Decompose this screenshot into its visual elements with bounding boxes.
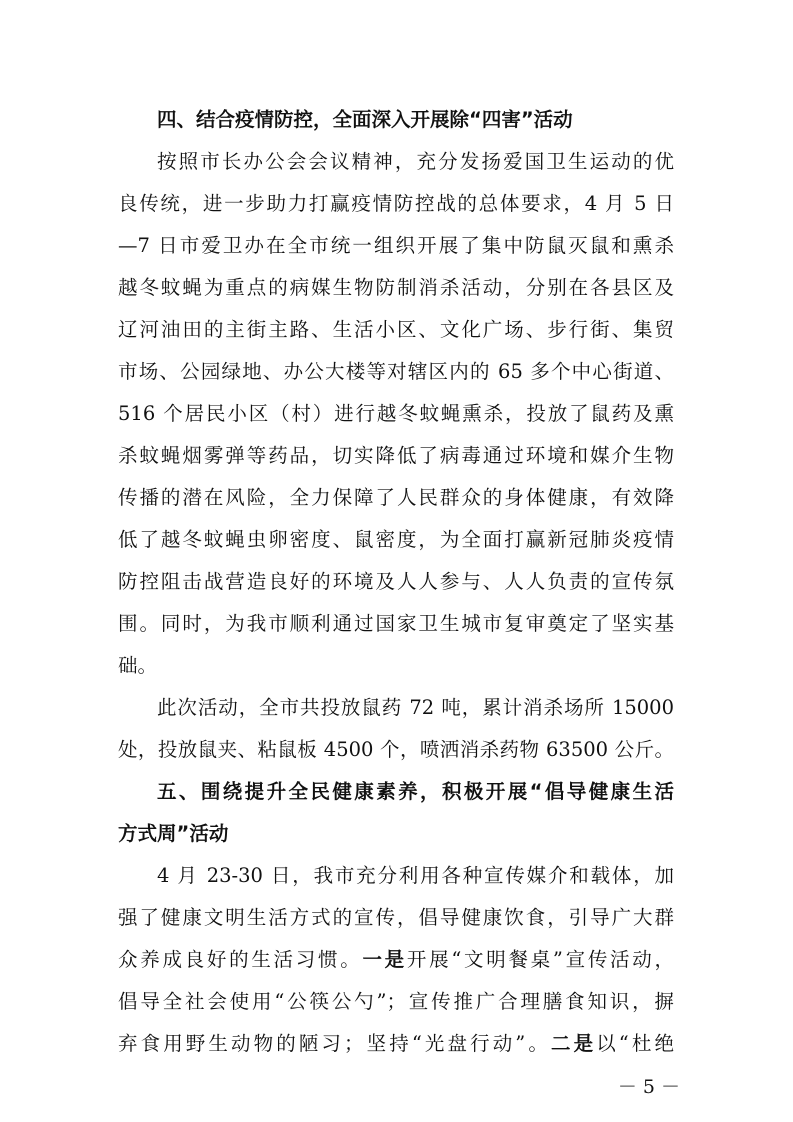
paragraph-line: 围。同时，为我市顺利通过国家卫生城市复审奠定了坚实基 (118, 612, 674, 635)
paragraph-line: —7 日市爱卫办在全市统一组织开展了集中防鼠灭鼠和熏杀 (118, 234, 674, 257)
section-4-heading: 四、结合疫情防控，全面深入开展除“四害”活动 (157, 108, 573, 131)
paragraph-line: 础。 (118, 654, 158, 677)
paragraph-line: 516 个居民小区（村）进行越冬蚊蝇熏杀，投放了鼠药及熏 (118, 402, 674, 425)
emphasis-second: 二是 (550, 1032, 597, 1055)
section-5-heading: 五、围绕提升全民健康素养，积极开展“倡导健康生活 (157, 780, 674, 803)
emphasis-first: 一是 (362, 948, 407, 971)
text-run: 以“杜绝 (596, 1032, 674, 1055)
paragraph-line: 倡导全社会使用“公筷公勺”；宣传推广合理膳食知识，摒 (118, 990, 674, 1013)
page-number: － 5 － (617, 1076, 680, 1098)
paragraph-line: 低了越冬蚊蝇虫卵密度、鼠密度，为全面打赢新冠肺炎疫情 (118, 528, 674, 551)
paragraph-line: 辽河油田的主街主路、生活小区、文化广场、步行街、集贸 (118, 318, 674, 341)
paragraph-line: 处，投放鼠夹、粘鼠板 4500 个，喷洒消杀药物 63500 公斤。 (118, 738, 674, 761)
paragraph-line (118, 1027, 674, 1061)
paragraph-line: 越冬蚊蝇为重点的病媒生物防制消杀活动，分别在各县区及 (118, 276, 674, 299)
section-5-heading-continued: 方式周”活动 (118, 822, 229, 845)
paragraph-line (118, 943, 674, 977)
paragraph-line: 杀蚊蝇烟雾弹等药品，切实降低了病毒通过环境和媒介生物 (118, 444, 674, 467)
paragraph-line: 此次活动，全市共投放鼠药 72 吨，累计消杀场所 15000 (157, 696, 674, 719)
paragraph-line: 传播的潜在风险，全力保障了人民群众的身体健康，有效降 (118, 486, 674, 509)
paragraph-line: 按照市长办公会会议精神，充分发扬爱国卫生运动的优 (157, 150, 674, 173)
text-run: 弃食用野生动物的陋习；坚持“光盘行动”。 (118, 1032, 551, 1055)
paragraph-line: 4 月 23-30 日，我市充分利用各种宣传媒介和载体，加 (157, 864, 674, 887)
paragraph-line: 防控阻击战营造良好的环境及人人参与、人人负责的宣传氛 (118, 570, 674, 593)
paragraph-line: 良传统，进一步助力打赢疫情防控战的总体要求，4 月 5 日 (118, 192, 674, 215)
paragraph-line: 市场、公园绿地、办公大楼等对辖区内的 65 多个中心街道、 (118, 360, 674, 383)
text-run: 众养成良好的生活习惯。 (118, 948, 363, 971)
text-run: 开展“文明餐桌”宣传活动， (406, 948, 674, 971)
paragraph-line: 强了健康文明生活方式的宣传，倡导健康饮食，引导广大群 (118, 906, 674, 929)
